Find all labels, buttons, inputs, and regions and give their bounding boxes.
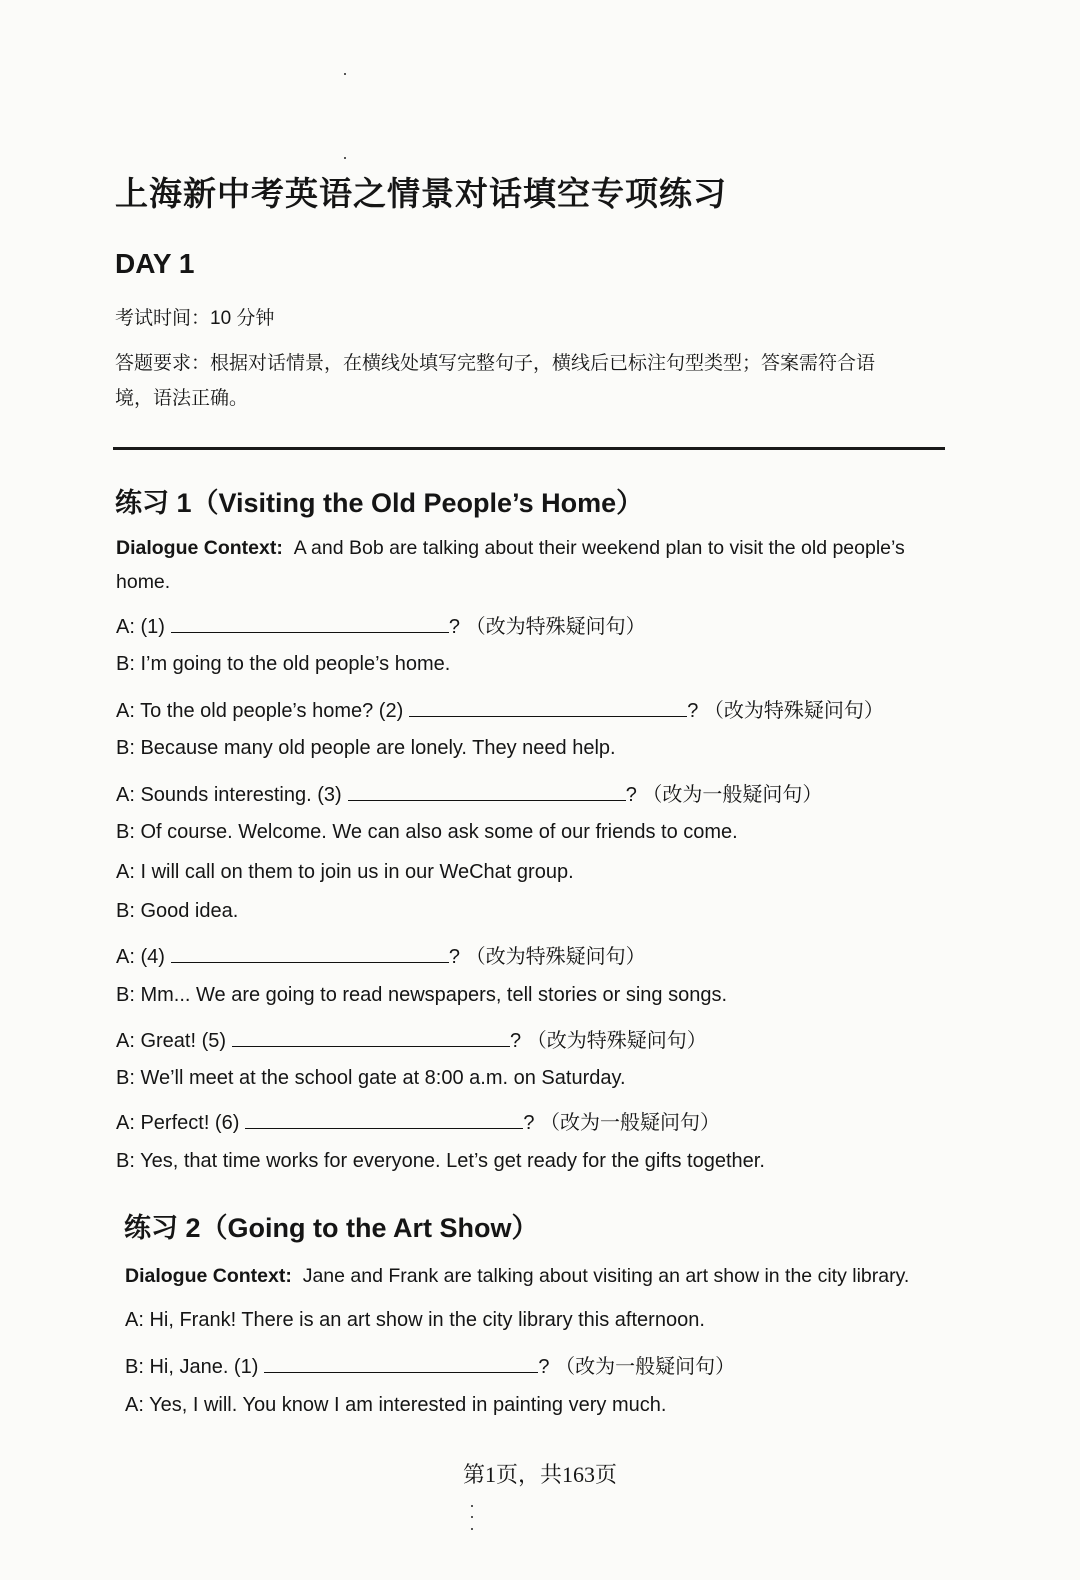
exam-time: 考试时间：10 分钟 bbox=[115, 308, 275, 329]
dialogue-line: A: Great! (5) ? （改为特殊疑问句） bbox=[116, 1024, 707, 1053]
dialogue-line: A: I will call on them to join us in our WeChat group. bbox=[116, 861, 574, 883]
dialogue-line: B: Of course. Welcome. We can also ask some of our friends to come. bbox=[116, 821, 738, 843]
answer-blank-4[interactable] bbox=[171, 942, 449, 963]
dialogue-line: B: Mm... We are going to read newspapers, tell stories or sing songs. bbox=[116, 984, 728, 1006]
requirements-line-1: 答题要求：根据对话情景，在横线处填写完整句子，横线后已标注句型类型；答案需符合语 bbox=[115, 353, 876, 374]
context-text-2: home. bbox=[116, 571, 171, 593]
answer-blank-3[interactable] bbox=[348, 780, 626, 801]
scan-speck bbox=[344, 73, 346, 75]
dialogue-line: B: Hi, Jane. (1) ? （改为一般疑问句） bbox=[125, 1350, 735, 1379]
context-text-1: Jane and Frank are talking about visiting an art show in the city library. bbox=[302, 1265, 910, 1287]
dialogue-line: A: Perfect! (6) ? （改为一般疑问句） bbox=[116, 1106, 720, 1135]
divider bbox=[113, 447, 945, 450]
exercise-1-context bbox=[116, 531, 946, 599]
context-label: Dialogue Context: bbox=[125, 1265, 292, 1287]
page-title: 上海新中考英语之情景对话填空专项练习 bbox=[115, 174, 727, 213]
exercise-2-context bbox=[125, 1259, 955, 1293]
scan-speck bbox=[471, 1528, 473, 1530]
exercise-1-heading: 练习 1（Visiting the Old People’s Home） bbox=[115, 488, 644, 518]
dialogue-line: A: Sounds interesting. (3) ? （改为一般疑问句） bbox=[116, 778, 822, 807]
day-heading: DAY 1 bbox=[115, 248, 195, 279]
answer-blank-2[interactable] bbox=[409, 696, 687, 717]
dialogue-line: B: I’m going to the old people’s home. bbox=[116, 653, 451, 675]
dialogue-line: B: Because many old people are lonely. They need help. bbox=[116, 737, 616, 759]
dialogue-line: B: Yes, that time works for everyone. Let’s get ready for the gifts together. bbox=[116, 1150, 765, 1172]
dialogue-line: A: (1) ? （改为特殊疑问句） bbox=[116, 610, 646, 639]
answer-blank-5[interactable] bbox=[232, 1026, 510, 1047]
answer-blank-6[interactable] bbox=[245, 1108, 523, 1129]
dialogue-line: A: (4) ? （改为特殊疑问句） bbox=[116, 940, 646, 969]
answer-blank-1[interactable] bbox=[171, 612, 449, 633]
scan-speck bbox=[471, 1505, 473, 1507]
context-text-1: A and Bob are talking about their weekend plan to visit the old people’s bbox=[293, 537, 905, 559]
dialogue-line: A: Hi, Frank! There is an art show in the city library this afternoon. bbox=[125, 1309, 705, 1331]
dialogue-line: A: Yes, I will. You know I am interested in painting very much. bbox=[125, 1394, 667, 1416]
dialogue-line: B: We’ll meet at the school gate at 8:00 a.m. on Saturday. bbox=[116, 1067, 626, 1089]
dialogue-line: B: Good idea. bbox=[116, 900, 239, 922]
requirements-line-2: 境，语法正确。 bbox=[115, 388, 249, 409]
scan-speck bbox=[344, 157, 346, 159]
exercise-2-heading: 练习 2（Going to the Art Show） bbox=[124, 1213, 539, 1243]
scan-speck bbox=[471, 1516, 473, 1518]
dialogue-line: A: To the old people’s home? (2) ? （改为特殊疑问句） bbox=[116, 694, 884, 723]
page-footer: 第1页，共163页 bbox=[462, 1462, 617, 1487]
answer-blank-1[interactable] bbox=[264, 1352, 538, 1373]
context-label: Dialogue Context: bbox=[116, 537, 283, 559]
